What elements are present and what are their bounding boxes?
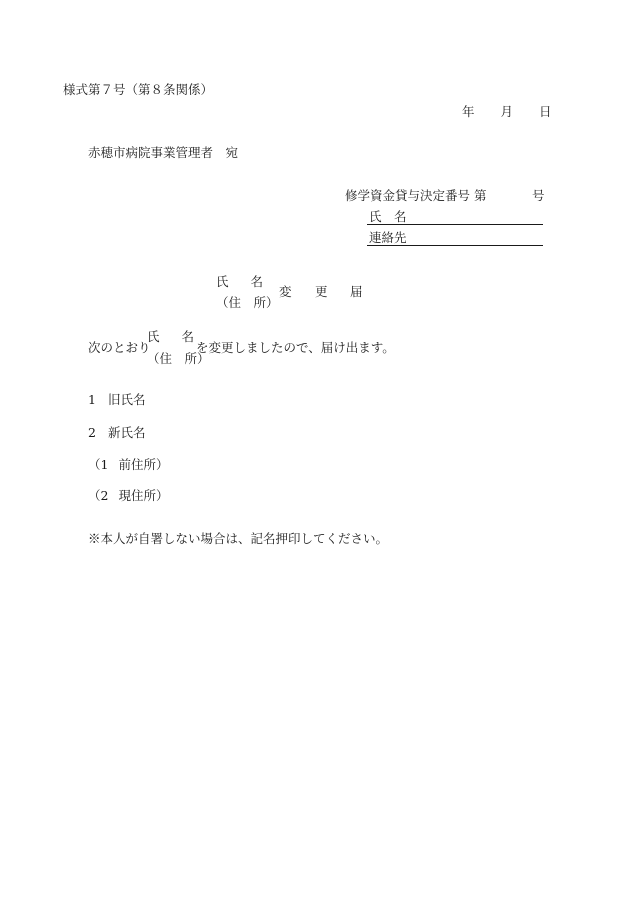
applicant-contact-field[interactable] bbox=[367, 245, 543, 246]
loan-number-prefix: 第 bbox=[474, 188, 487, 203]
date-month-label: 月 bbox=[500, 104, 514, 119]
item-old-address bbox=[88, 459, 168, 472]
statement-suffix: を変更しましたので、届け出ます。 bbox=[196, 340, 395, 355]
item-label: 現住所） bbox=[118, 488, 169, 503]
statement-address: （住 所） bbox=[147, 350, 210, 366]
title-char-shi: 氏 bbox=[216, 274, 229, 289]
title-char-kou: 更 bbox=[315, 284, 328, 299]
date-row bbox=[462, 106, 552, 119]
title-char-todoke: 届 bbox=[350, 284, 363, 299]
title-char-mei: 名 bbox=[250, 274, 264, 289]
item-label: 前住所） bbox=[118, 457, 169, 472]
item-number: （1 bbox=[88, 457, 109, 472]
document-title-stack bbox=[216, 276, 279, 309]
applicant-name-field[interactable] bbox=[367, 224, 543, 225]
date-day-label: 日 bbox=[539, 104, 552, 119]
title-char-hen: 変 bbox=[279, 284, 292, 299]
applicant-name-label: 氏 名 bbox=[369, 209, 407, 224]
title-address: （住 所） bbox=[216, 294, 279, 310]
item-old-name bbox=[88, 394, 145, 407]
statement-prefix: 次のとおり bbox=[88, 340, 151, 355]
date-year-label: 年 bbox=[462, 104, 475, 119]
item-new-address bbox=[88, 490, 168, 503]
statement-char-mei: 名 bbox=[181, 329, 195, 344]
item-number: （2 bbox=[88, 488, 109, 503]
applicant-contact-label: 連絡先 bbox=[369, 230, 407, 245]
item-label: 新氏名 bbox=[107, 425, 146, 440]
loan-number-label: 修学資金貸与決定番号 bbox=[345, 188, 471, 203]
loan-number-suffix: 号 bbox=[532, 188, 545, 203]
form-number: 様式第７号（第８条関係） bbox=[63, 82, 214, 97]
statement-char-shi: 氏 bbox=[147, 329, 160, 344]
item-label: 旧氏名 bbox=[107, 392, 146, 407]
item-number: 1 bbox=[88, 392, 96, 407]
signature-note: ※本人が自署しない場合は、記名押印してください。 bbox=[88, 531, 389, 546]
item-new-name bbox=[88, 427, 145, 440]
addressee: 赤穂市病院事業管理者 宛 bbox=[88, 145, 239, 160]
item-number: 2 bbox=[88, 425, 96, 440]
